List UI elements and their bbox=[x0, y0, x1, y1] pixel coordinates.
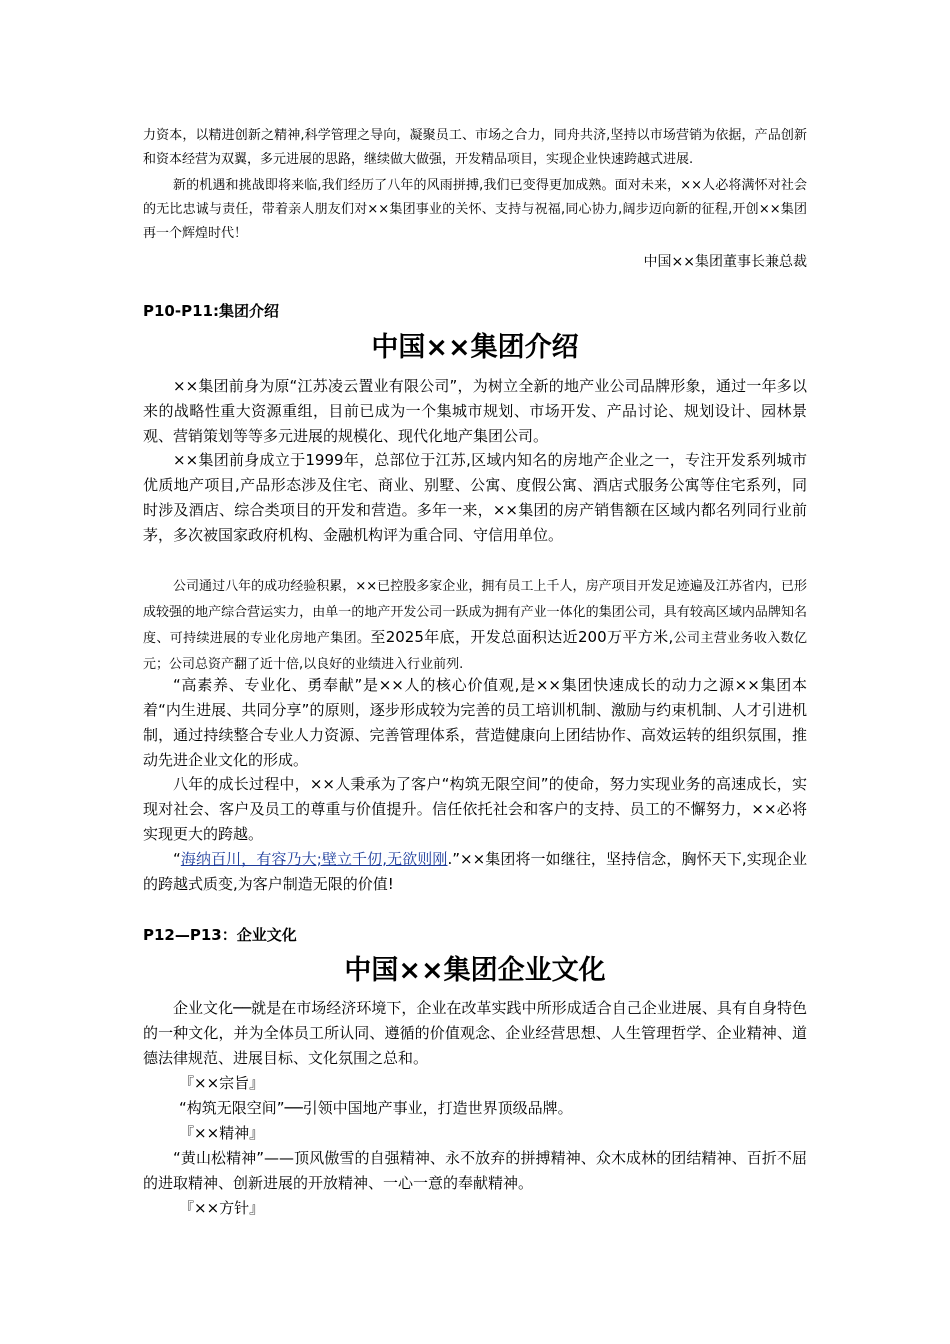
section-title-group-intro: 中国××集团介绍 bbox=[371, 332, 579, 363]
spirit-text: “黄山松精神”——顶风傲雪的自强精神、永不放弃的拼搏精神、众木成林的团结精神、百折不屈的进取精神、创新进展的开放精神、一心一意的奉献精神。 bbox=[143, 1149, 807, 1192]
culture-paragraph-1: 企业文化──就是在市场经济环境下，企业在改革实践中所形成适合自己企业进展、具有自身特色的一种文化，并为全体员工所认同、遵循的价值观念、企业经营思想、人生管理哲学、企业精神、道德法律规范、进展目标、文化氛围之总和。 bbox=[143, 999, 807, 1067]
group-intro-paragraph-2: ××集团前身成立于1999年，总部位于江苏,区域内知名的房地产企业之一，专注开发系列城市优质地产项目,产品形态涉及住宅、商业、别墅、公寓、度假公寓、酒店式服务公寓等住宅系列，同时涉及酒店、综合类项目的开发和营造。多年一来，××集团的房产销售额在区域内都名列同行业前茅，多次被国家政府机构、金融机构评为重合同、守信用单位。 bbox=[143, 451, 807, 544]
group-intro-paragraph-6 bbox=[143, 847, 807, 897]
group-intro-paragraph-5: 八年的成长过程中，××人秉承为了客户“构筑无限空间”的使命，努力实现业务的高速成长，实现对社会、客户及员工的尊重与价值提升。信任依托社会和客户的支持、员工的不懈努力，××必将实现更大的跨越。 bbox=[143, 775, 807, 843]
p3-part-a: 公司通过八年的成功经验积累，××已控股多家企业，拥有员工上千人，房产项目开发足迹遍及江苏省内， bbox=[173, 579, 781, 594]
section-title-culture: 中国××集团企业文化 bbox=[344, 955, 606, 986]
heading-purpose: 『××宗旨』 bbox=[179, 1074, 265, 1092]
section-label-culture: P12—P13：企业文化 bbox=[143, 926, 297, 944]
p3-part-b: 已形成较强的地产综合营运实力，由单一的地产开发公司一跃成为拥有产业一体化的集团公司，具有较高区域内品牌知名度、可持续进展的专业化房地产集团。 bbox=[143, 579, 807, 646]
motto-rest: .”××集团将一如继往，坚持信念，胸怀天下,实现企业的跨越式质变,为客户制造无限的价值! bbox=[143, 850, 807, 893]
signature: 中国××集团董事长兼总裁 bbox=[643, 254, 807, 270]
intro-paragraph-1: 力资本，以精进创新之精神,科学管理之导向，凝聚员工、市场之合力，同舟共济,坚持以市场营销为依据，产品创新和资本经营为双翼，多元进展的思路，继续做大做强，开发精品项目，实现企业快速跨越式进展. bbox=[143, 128, 807, 167]
group-intro-paragraph-1: ××集团前身为原“江苏凌云置业有限公司”，为树立全新的地产业公司品牌形象，通过一年多以来的战略性重大资源重组，目前已成为一个集城市规划、市场开发、产品讨论、规划设计、园林景观、营销策划等等多元进展的规模化、现代化地产集团公司。 bbox=[143, 377, 807, 445]
purpose-text: “构筑无限空间”──引领中国地产事业，打造世界顶级品牌。 bbox=[179, 1099, 573, 1117]
p3-part-c: 至2025年底，开发总面积达近200万平方米, bbox=[370, 628, 674, 646]
heading-spirit: 『××精神』 bbox=[179, 1124, 265, 1142]
group-intro-paragraph-3 bbox=[143, 573, 807, 677]
quote-open: “ bbox=[173, 850, 181, 868]
group-intro-paragraph-4: “高素养、专业化、勇奉献”是××人的核心价值观,是××集团快速成长的动力之源××集团本着“内生进展、共同分享”的原则，逐步形成较为完善的员工培训机制、激励与约束机制、人才引进机制，通过持续整合专业人力资源、完善管理体系，营造健康向上团结协作、高效运转的组织氛围，推动先进企业文化的形成。 bbox=[143, 676, 807, 769]
heading-policy: 『××方针』 bbox=[179, 1199, 265, 1217]
motto-link[interactable]: 海纳百川，有容乃大;壁立千仞,无欲则刚 bbox=[180, 850, 448, 868]
section-label-group-intro: P10-P11:集团介绍 bbox=[143, 302, 279, 320]
intro-paragraph-2: 新的机遇和挑战即将来临,我们经历了八年的风雨拼搏,我们已变得更加成熟。面对未来，××人必将满怀对社会的无比忠诚与责任，带着亲人朋友们对××集团事业的关怀、支持与祝福,同心协力,阔步迈向新的征程,开创××集团再一个辉煌时代！ bbox=[143, 178, 807, 241]
p3-part-d: 公司主营业务收入数亿元；公司总资产翻了近十倍,以良好的业绩进入行业前列. bbox=[143, 631, 807, 672]
